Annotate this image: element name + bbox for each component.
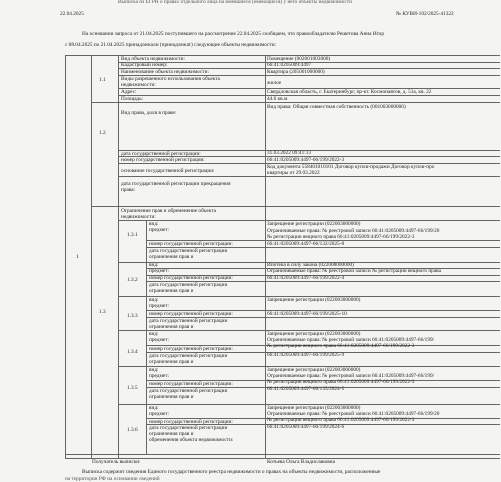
cadastral-number-value: 66:41:0205009:4497 — [267, 62, 312, 68]
r6-reg-number-label: номер государственной регистрации: — [149, 419, 233, 425]
r2-type-label: вид: — [149, 262, 159, 268]
right-kind-label: Вид права, доля в праве: — [121, 110, 177, 116]
r4-reg-date-label-2: ограничения прав и — [149, 359, 194, 365]
row-number-1-3-1: 1.3.1 — [127, 232, 138, 238]
right-reg-date-value: 31.03.2022 09:41:13 — [267, 150, 311, 156]
intro-line-2: с 08.04.2025 по 21.04.2025 принадлежали (принадлежат) следующие объекты недвижимости: — [65, 42, 277, 48]
permitted-use-label-2: недвижимости: — [121, 82, 156, 88]
restrictions-label: Ограничение прав и обременение объекта — [121, 208, 216, 214]
r5-reg-number-value: 66:41:0205009:4497-66/135/2024-5 — [267, 386, 345, 392]
row-number-1-1: 1.1 — [99, 77, 106, 83]
r6-reg-date-label: дата государственной регистрации — [149, 425, 228, 431]
r1-reg-date-label: дата государственной регистрации — [149, 248, 228, 254]
row-number-1-3-5: 1.3.5 — [127, 385, 138, 391]
r1-reg-number-label: номер государственной регистрации: — [149, 241, 233, 247]
r5-subject-value: Ограничиваемые права: № реестровой записи 66:41:0205009:4497-66/199/ — [267, 373, 435, 379]
address-value: Свердловская область, г. Екатеринбург, пр-кт. Космонавтов, д. 51а, кв. 22 — [267, 89, 432, 95]
r5-type-value: Запрещение регистрации (022003000000) — [267, 367, 361, 373]
right-kind-value: Вид права: Общая совместная собственность (001003000000) — [267, 104, 406, 110]
row-number-1-2: 1.2 — [99, 130, 106, 136]
right-reg-number-label: номер государственной регистрации: — [121, 157, 205, 163]
r6-subject-value: Ограничиваемые права: № реестровой записи 66:41:0205009:4497-66/199/20 — [267, 411, 440, 417]
r3-type-label: вид: — [149, 297, 159, 303]
col-divider-value — [265, 55, 266, 458]
area-value: 44.6 кв.м — [267, 96, 288, 102]
right-end-date-label: дата государственной регистрации прекращения — [121, 181, 231, 187]
r3-subject-label: предмет: — [149, 303, 169, 309]
object-name-value: Квартира (205001000000) — [267, 69, 325, 75]
header-top-line: Выписка из ЕГРН о правах отдельного лица на имевшиеся (имеющиеся) у него объекты недвижимости — [118, 0, 352, 5]
r6-subject-value-2: № регистрации вещного права 66:41:0205009:4497-66/199/2022-3 — [267, 417, 415, 423]
r1-type-label: вид: — [149, 221, 159, 227]
r1-reg-number-value: 66:41:0205009:4497-66/132/2025-8 — [267, 241, 345, 247]
right-end-date-label-2: права: — [121, 187, 136, 193]
object-name-label: Наименование объекта недвижимости: — [121, 69, 209, 75]
document-date: 22.04.2025 — [60, 11, 84, 17]
r5-subject-value-2: № регистрации вещного права 66:41:0205009:4497-66/199/2022-3 — [267, 379, 415, 385]
r6-type-label: вид: — [149, 405, 159, 411]
object-kind-value: Помещение (002001003000) — [267, 56, 331, 62]
r2-subject-value: Ограничиваемые права: № реестровой записи № регистрации вещного права — [267, 268, 441, 274]
r4-subject-value-2: № регистрации вещного права 66:41:0205009:4497-66/199/2022-3 — [267, 343, 415, 349]
permitted-use-value: жилое — [267, 80, 282, 86]
r5-type-label: вид: — [149, 367, 159, 373]
r2-reg-date-label-2: ограничения прав и — [149, 288, 194, 294]
right-basis-value: Код документа 558401010101 Договор купли-продажи Договор купли-про — [267, 164, 435, 170]
recipient-label: Получатель выписки: — [92, 459, 141, 465]
restrictions-label-2: недвижимости: — [121, 214, 156, 220]
r4-type-label: вид: — [149, 331, 159, 337]
area-label: Площадь: — [121, 96, 144, 102]
r1-subject-value: Ограничиваемые права: № реестровой записи 66:41:0205009:4497-66/199/20 — [267, 228, 440, 234]
footer-line-2: на территории РФ на основании сведений — [65, 476, 160, 482]
recipient-value: Котьева Ольга Владиславовна — [267, 459, 335, 465]
footer-line-1: Выписка содержит сведения Единого государственного реестра недвижимости о правах на объекты недвижимости, расположенные — [82, 469, 381, 475]
r1-subject-value-2: № регистрации вещного права 66:41:0205009:4497-66/199/2022-3 — [267, 234, 415, 240]
r2-reg-number-label: номер государственной регистрации: — [149, 275, 233, 281]
right-basis-value-2: квартиры от 29.03.2022 — [267, 170, 320, 176]
r5-subject-label: предмет: — [149, 373, 169, 379]
r6-reg-number-value: 66:41:0205009:4497-66/199/2024-6 — [267, 424, 345, 430]
r4-reg-number-value: 66:41:0205009:4497-66/199/2025-9 — [267, 352, 345, 358]
r6-subject-label: предмет: — [149, 411, 169, 417]
r3-reg-number-label: номер государственной регистрации: — [149, 311, 233, 317]
row-number-1-3: 1.3 — [99, 309, 106, 315]
r2-type-value: Ипотека в силу закона (022008000000) — [267, 262, 354, 268]
r6-type-value: Запрещение регистрации (022003000000) — [267, 405, 361, 411]
row-number-1-3-4: 1.3.4 — [127, 349, 138, 355]
object-kind-label: Вид объекта недвижимости: — [121, 56, 185, 62]
r4-subject-value: Ограничиваемые права: № реестровой записи 66:41:0205009:4497-66/199/ — [267, 337, 435, 343]
r3-reg-date-label: дата государственной регистрации — [149, 318, 228, 324]
col-divider-2 — [118, 55, 119, 458]
r1-reg-date-label-2: ограничения прав и — [149, 254, 194, 260]
r5-reg-number-label: номер государственной регистрации: — [149, 381, 233, 387]
r2-subject-label: предмет: — [149, 268, 169, 274]
intro-line-1: На основании запроса от 21.04.2025 поступившего на рассмотрение 22.04.2025 сообщаем, что правообладателю Решетова Анна Игор — [82, 31, 384, 37]
r3-reg-number-value: 66:41:0205009:4497-66/199/2025-10 — [267, 311, 347, 317]
document-number: № КУВИ-102/2025-41322 — [396, 11, 454, 17]
r4-type-value: Запрещение регистрации (022003000000) — [267, 331, 361, 337]
table-left-border — [65, 55, 66, 458]
right-reg-number-value: 66:41:0205009:4497-66/199/2022-3 — [267, 157, 345, 163]
r4-subject-label: предмет: — [149, 337, 169, 343]
cadastral-number-label: Кадастровый номер: — [121, 62, 168, 68]
col-divider-1 — [91, 55, 92, 458]
r4-reg-date-label: дата государственной регистрации — [149, 353, 228, 359]
row-number-1-3-3: 1.3.3 — [127, 313, 138, 319]
r1-subject-label: предмет: — [149, 227, 169, 233]
r4-reg-number-label: номер государственной регистрации: — [149, 346, 233, 352]
r1-type-value: Запрещение регистрации (022003000000) — [267, 221, 361, 227]
row-number-1: 1 — [76, 254, 79, 260]
row-number-1-3-6: 1.3.6 — [127, 427, 138, 433]
r2-reg-number-value: 66:41:0205009:4497-66/199/2022-4 — [267, 275, 345, 281]
r5-reg-date-label-2: ограничения прав и — [149, 394, 194, 400]
r5-reg-date-label: дата государственной регистрации — [149, 388, 228, 394]
r2-reg-date-label: дата государственной регистрации — [149, 282, 228, 288]
r6-reg-date-label-3: обременения объекта недвижимости: — [149, 437, 234, 443]
r3-type-value: Запрещение регистрации (022003000000) — [267, 297, 361, 303]
right-basis-label: основание государственной регистрации: — [121, 168, 215, 174]
address-label: Адрес: — [121, 89, 137, 95]
r6-reg-date-label-2: ограничения прав и — [149, 431, 194, 437]
right-reg-date-label: дата государственной регистрации: — [121, 151, 201, 157]
r3-reg-date-label-2: ограничения прав и — [149, 324, 194, 330]
row-number-1-3-2: 1.3.2 — [127, 277, 138, 283]
permitted-use-label: Виды разрешенного использования объекта — [121, 76, 220, 82]
